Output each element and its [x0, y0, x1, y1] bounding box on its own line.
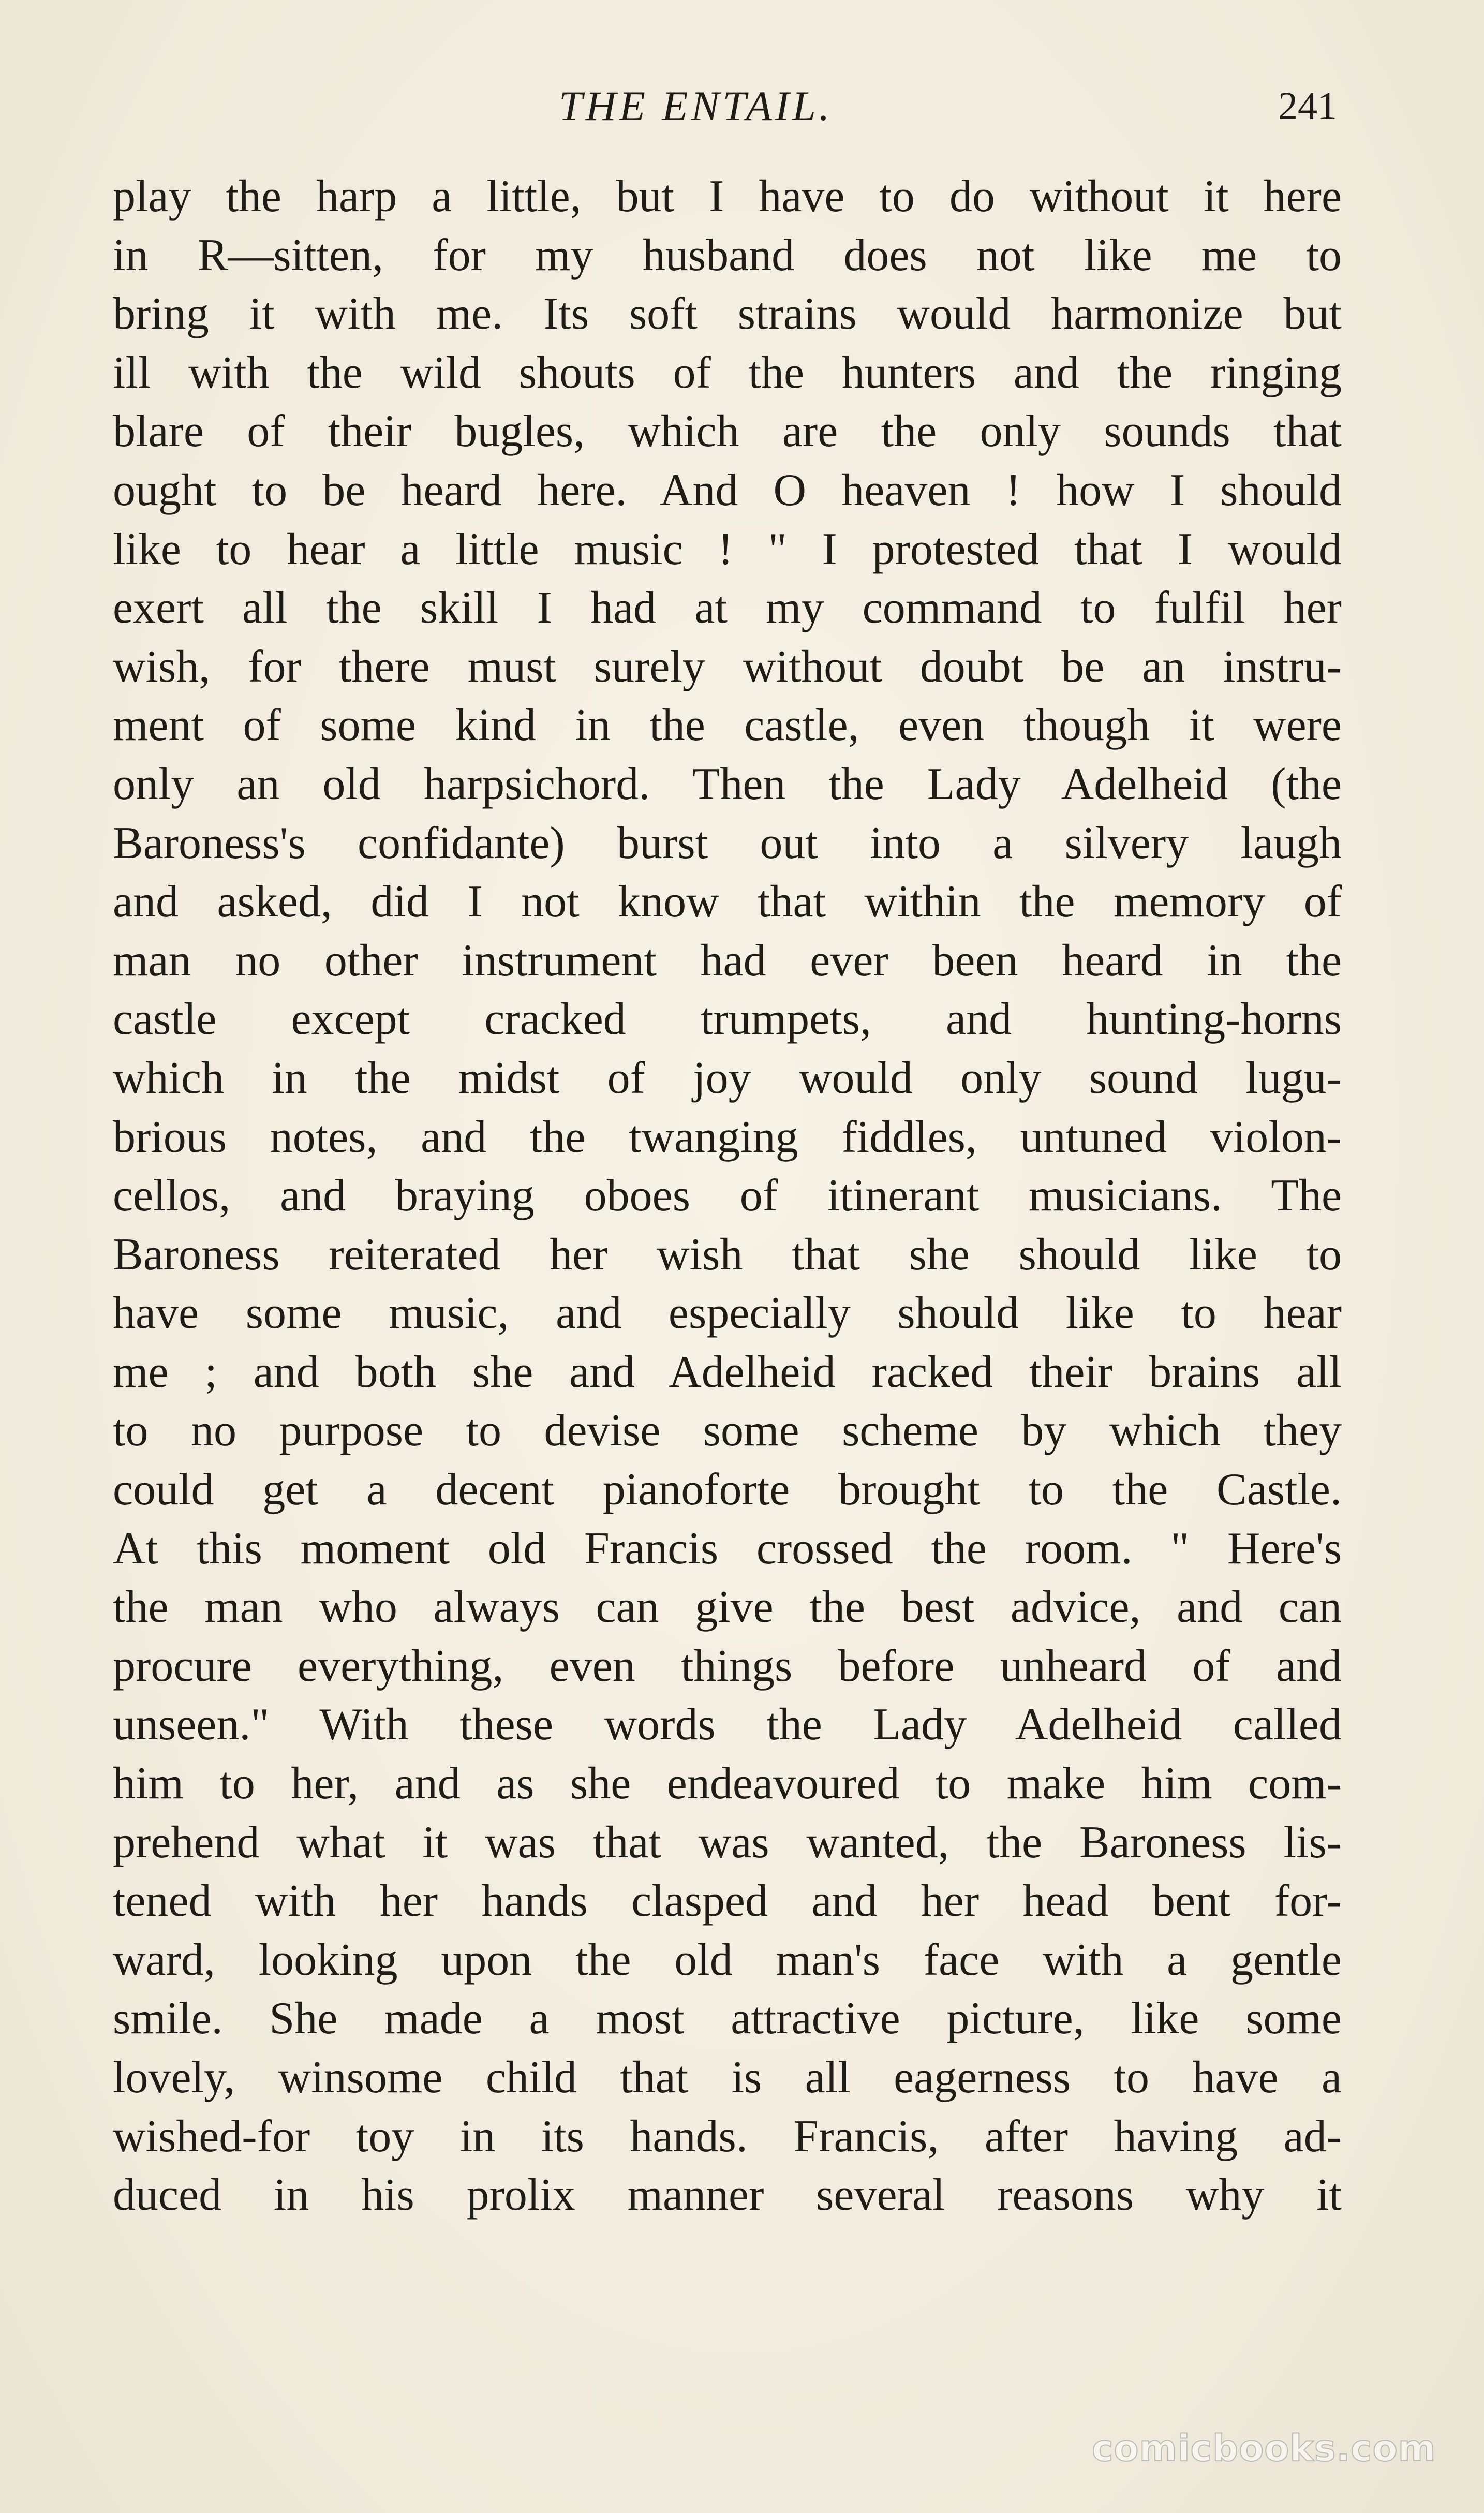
text-line: ill with the wild shouts of the hunters and the ringing — [113, 347, 1342, 398]
text-line: castle except cracked trumpets, and hunting-horns — [113, 994, 1342, 1045]
text-line: ought to be heard here. And O heaven ! how I should — [113, 465, 1342, 515]
text-line: wish, for there must surely without doubt be an instru- — [113, 641, 1342, 692]
text-line: and asked, did I not know that within the memory of — [113, 877, 1342, 927]
running-title: THE ENTAIL. — [559, 82, 833, 129]
text-line: exert all the skill I had at my command to fulfil her — [113, 583, 1342, 633]
text-line: ward, looking upon the old man's face with a gentle — [113, 1934, 1342, 1985]
page-number: 241 — [1278, 84, 1337, 128]
text-line: in R—sitten, for my husband does not like me to — [113, 230, 1342, 280]
text-line: tened with her hands clasped and her head bent for- — [113, 1876, 1342, 1927]
text-line: Baroness reiterated her wish that she should like to — [113, 1229, 1342, 1280]
text-line: have some music, and especially should like to hear — [113, 1288, 1342, 1339]
text-line: lovely, winsome child that is all eagerness to have a — [113, 2052, 1342, 2103]
body-text — [113, 167, 1342, 2225]
text-line: blare of their bugles, which are the only sounds that — [113, 406, 1342, 457]
text-line: cellos, and braying oboes of itinerant musicians. The — [113, 1171, 1342, 1221]
text-line: bring it with me. Its soft strains would harmonize but — [113, 289, 1342, 339]
text-line: smile. She made a most attractive picture, like some — [113, 1993, 1342, 2044]
text-line: At this moment old Francis crossed the room. " Here's — [113, 1523, 1342, 1574]
text-line: duced in his prolix manner several reasons why it — [113, 2170, 1342, 2221]
text-line: to no purpose to devise some scheme by which they — [113, 1406, 1342, 1456]
text-line: him to her, and as she endeavoured to make him com- — [113, 1758, 1342, 1809]
text-line: unseen." With these words the Lady Adelheid called — [113, 1699, 1342, 1750]
text-line: man no other instrument had ever been heard in the — [113, 935, 1342, 986]
text-line: play the harp a little, but I have to do without it here — [113, 171, 1342, 221]
watermark: comicbooks.com — [1092, 2427, 1436, 2470]
text-line: like to hear a little music ! " I protested that I would — [113, 524, 1342, 574]
running-head — [0, 78, 1484, 135]
text-line: wished-for toy in its hands. Francis, after having ad- — [113, 2111, 1342, 2162]
text-line: the man who always can give the best advice, and can — [113, 1582, 1342, 1633]
text-line: ment of some kind in the castle, even though it were — [113, 700, 1342, 751]
text-line: which in the midst of joy would only sound lugu- — [113, 1053, 1342, 1103]
text-line: brious notes, and the twanging fiddles, untuned violon- — [113, 1112, 1342, 1162]
text-line: prehend what it was that was wanted, the Baroness lis- — [113, 1817, 1342, 1868]
text-line: could get a decent pianoforte brought to the Castle. — [113, 1465, 1342, 1515]
text-line: only an old harpsichord. Then the Lady Adelheid (the — [113, 759, 1342, 809]
text-line: procure everything, even things before unheard of and — [113, 1640, 1342, 1691]
text-line: me ; and both she and Adelheid racked their brains all — [113, 1347, 1342, 1397]
text-line: Baroness's confidante) burst out into a silvery laugh — [113, 818, 1342, 868]
